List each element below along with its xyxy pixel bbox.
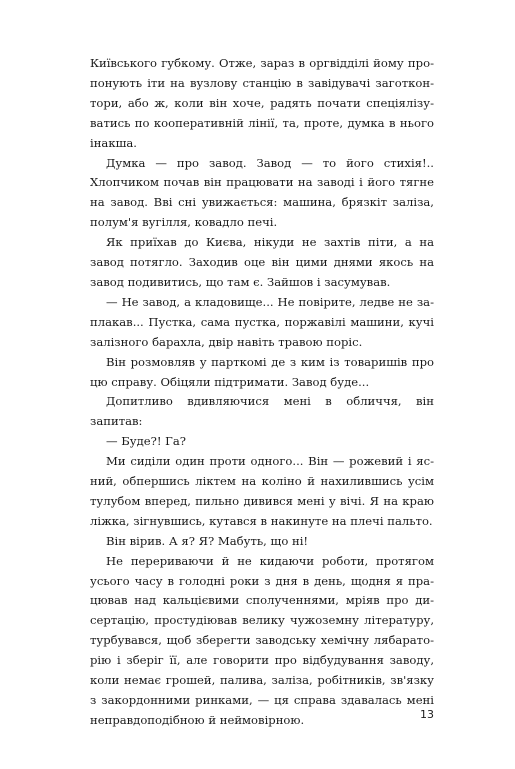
paragraph-9: Він вірив. А я? Я? Мабуть, що ні! [106, 533, 309, 548]
paragraph-6: Допитливо вдивляючися мені в обличчя, він запитав: [90, 394, 434, 429]
paragraph-7: — Буде?! Га? [106, 434, 186, 449]
page-number: 13 [420, 708, 434, 721]
paragraph-3: Як приїхав до Києва, нікуди не захтів піти, а на завод потягло. Заходив оце він цими днями якось на завод подивитись, що там є. Зайшов і засумував. [90, 235, 434, 289]
paragraph-4: — Не завод, а кладовище... Не повірите, ледве не заплакав... Пустка, сама пустка, поржавілі машини, кучі залізного барахла, двір навіть травою поріс. [90, 294, 434, 349]
page-body [90, 54, 434, 731]
paragraph-1: Київського губкому. Отже, зараз в оргвідділі йому пропонують іти на вузлову станцію в завідувачі заготконтори, або ж, коли він хоче, радять почати спеціялізуватись по кооперативній лінії, та, проте, думка в нього інакша. [90, 56, 434, 150]
paragraph-2: Думка — про завод. Завод — то його стихія!.. Хлопчиком почав він працювати на заводі і його тягне на завод. Вві сні увижається: машина, брязкіт заліза, полум'я вугілля, ковадло печі. [90, 155, 434, 230]
paragraph-8: Ми сиділи один проти одного... Він — рожевий і ясний, обпершись ліктем на коліно й нахилившись усім тулубом вперед, пильно дивився мені у вічі. Я на краю ліжка, зігнувшись, кутався в накинуте на плечі пальто. [90, 454, 434, 528]
paragraph-5: Він розмовляв у парткомі де з ким із товаришів про цю справу. Обіцяли підтримати. Завод буде... [90, 354, 434, 389]
paragraph-10: Не перериваючи й не кидаючи роботи, протягом усього часу в голодні роки з дня в день, щодня я працював над кальцієвими сполученнями, мріяв про дисертацію, простудіював велику чужоземну літературу, турбувався, щоб зберегти заводську хемічну лябараторію і зберіг її, але говорити про відбудування заводу, коли немає грошей, палива, заліза, робітників, зв'язку з закордонними ринками, — ця справа здавалась мені неправдоподібною й неймовірною. [90, 553, 434, 727]
